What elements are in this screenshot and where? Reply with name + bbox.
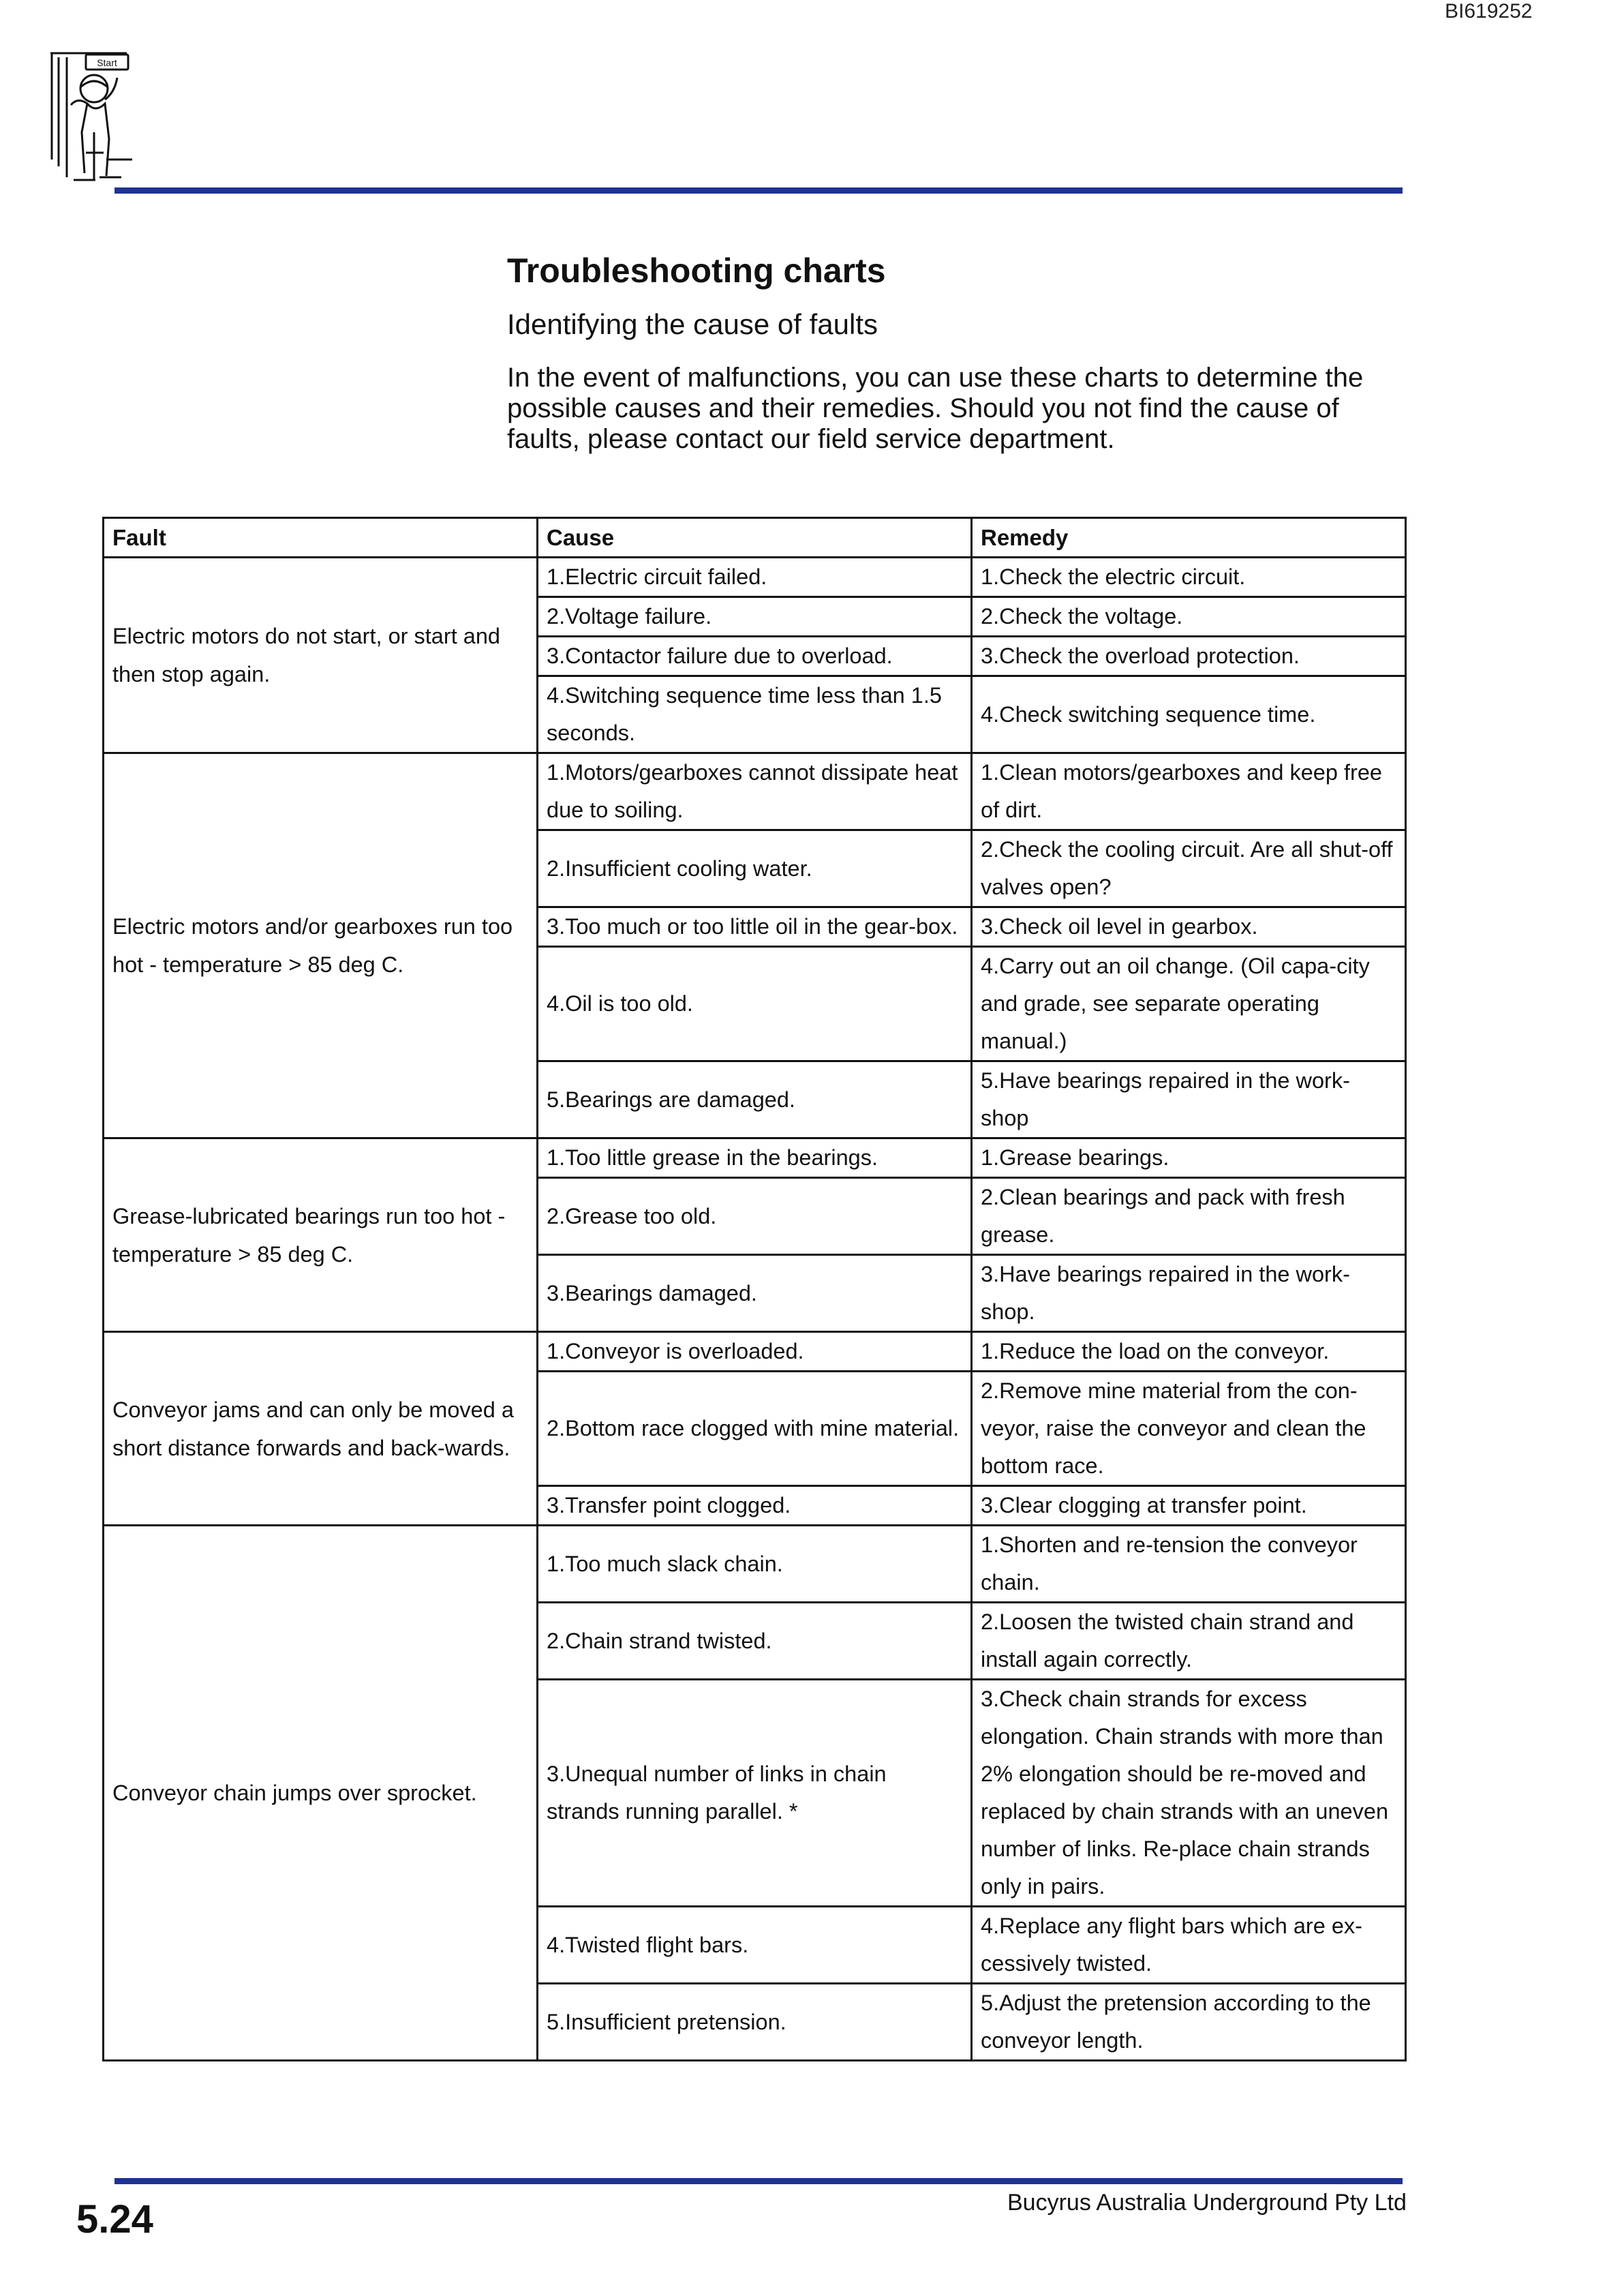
fault-cell: Electric motors do not start, or start and then stop again. xyxy=(104,558,538,753)
remedy-cell: 2.Check the cooling circuit. Are all shut-off valves open? xyxy=(972,830,1406,907)
cause-cell: 1.Motors/gearboxes cannot dissipate heat due to soiling. xyxy=(538,753,972,830)
fault-cell: Grease-lubricated bearings run too hot - temperature > 85 deg C. xyxy=(104,1138,538,1332)
remedy-cell: 1.Reduce the load on the conveyor. xyxy=(972,1332,1406,1372)
remedy-cell: 2.Remove mine material from the con-veyor, raise the conveyor and clean the bottom race. xyxy=(972,1372,1406,1486)
remedy-cell: 3.Check chain strands for excess elongation. Chain strands with more than 2% elongation should be re-moved and replaced by chain strands with an uneven number of links. Re-place chain strands only in pairs. xyxy=(972,1680,1406,1907)
table-header-row xyxy=(104,518,1406,558)
fault-cell: Electric motors and/or gearboxes run too hot - temperature > 85 deg C. xyxy=(104,753,538,1138)
troubleshooting-table xyxy=(102,517,1407,2061)
cause-cell: 4.Oil is too old. xyxy=(538,947,972,1061)
remedy-cell: 4.Carry out an oil change. (Oil capa-city and grade, see separate operating manual.) xyxy=(972,947,1406,1061)
remedy-cell: 1.Shorten and re-tension the conveyor chain. xyxy=(972,1526,1406,1603)
remedy-cell: 1.Check the electric circuit. xyxy=(972,558,1406,597)
cause-cell: 2.Chain strand twisted. xyxy=(538,1603,972,1680)
remedy-cell: 2.Check the voltage. xyxy=(972,597,1406,637)
cause-cell: 1.Conveyor is overloaded. xyxy=(538,1332,972,1372)
remedy-cell: 1.Clean motors/gearboxes and keep free of dirt. xyxy=(972,753,1406,830)
remedy-cell: 4.Replace any flight bars which are ex-cessively twisted. xyxy=(972,1907,1406,1984)
header-cause: Cause xyxy=(538,518,972,558)
cause-cell: 2.Voltage failure. xyxy=(538,597,972,637)
header-fault: Fault xyxy=(104,518,538,558)
remedy-cell: 5.Have bearings repaired in the work-shop xyxy=(972,1061,1406,1138)
cause-cell: 3.Too much or too little oil in the gear-box. xyxy=(538,907,972,947)
cause-cell: 5.Bearings are damaged. xyxy=(538,1061,972,1138)
cause-cell: 1.Too much slack chain. xyxy=(538,1526,972,1603)
intro-paragraph: In the event of malfunctions, you can use these charts to determine the possible causes and their remedies. Should you not find the cause of faults, please contact our field service department. xyxy=(507,363,1364,454)
start-operator-icon xyxy=(46,50,135,187)
remedy-cell: 3.Check oil level in gearbox. xyxy=(972,907,1406,947)
cause-cell: 2.Bottom race clogged with mine material. xyxy=(538,1372,972,1486)
header-remedy: Remedy xyxy=(972,518,1406,558)
remedy-cell: 2.Clean bearings and pack with fresh grease. xyxy=(972,1178,1406,1255)
remedy-cell: 4.Check switching sequence time. xyxy=(972,676,1406,753)
cause-cell: 3.Transfer point clogged. xyxy=(538,1486,972,1526)
cause-cell: 3.Bearings damaged. xyxy=(538,1255,972,1332)
remedy-cell: 3.Check the overload protection. xyxy=(972,637,1406,676)
remedy-cell: 5.Adjust the pretension according to the conveyor length. xyxy=(972,1984,1406,2061)
table-row xyxy=(104,1138,1406,1178)
remedy-cell: 2.Loosen the twisted chain strand and install again correctly. xyxy=(972,1603,1406,1680)
cause-cell: 4.Twisted flight bars. xyxy=(538,1907,972,1984)
cause-cell: 2.Insufficient cooling water. xyxy=(538,830,972,907)
cause-cell: 3.Contactor failure due to overload. xyxy=(538,637,972,676)
cause-cell: 4.Switching sequence time less than 1.5 seconds. xyxy=(538,676,972,753)
document-id: BI619252 xyxy=(1445,0,1533,22)
cause-cell: 3.Unequal number of links in chain strands running parallel. * xyxy=(538,1680,972,1907)
company-name: Bucyrus Australia Underground Pty Ltd xyxy=(1007,2190,1407,2216)
cause-cell: 1.Too little grease in the bearings. xyxy=(538,1138,972,1178)
logo-text: Start xyxy=(97,57,117,68)
fault-cell: Conveyor chain jumps over sprocket. xyxy=(104,1526,538,2061)
fault-cell: Conveyor jams and can only be moved a short distance forwards and back-wards. xyxy=(104,1332,538,1526)
header-rule xyxy=(114,187,1403,194)
footer-rule xyxy=(114,2178,1403,2184)
table-row xyxy=(104,753,1406,830)
page-subtitle: Identifying the cause of faults xyxy=(507,308,878,340)
remedy-cell: 3.Clear clogging at transfer point. xyxy=(972,1486,1406,1526)
cause-cell: 5.Insufficient pretension. xyxy=(538,1984,972,2061)
remedy-cell: 3.Have bearings repaired in the work-shop. xyxy=(972,1255,1406,1332)
table-row xyxy=(104,558,1406,597)
page-number: 5.24 xyxy=(76,2197,153,2241)
cause-cell: 2.Grease too old. xyxy=(538,1178,972,1255)
remedy-cell: 1.Grease bearings. xyxy=(972,1138,1406,1178)
page-title: Troubleshooting charts xyxy=(507,252,886,290)
table-row xyxy=(104,1526,1406,1603)
table-row xyxy=(104,1332,1406,1372)
cause-cell: 1.Electric circuit failed. xyxy=(538,558,972,597)
